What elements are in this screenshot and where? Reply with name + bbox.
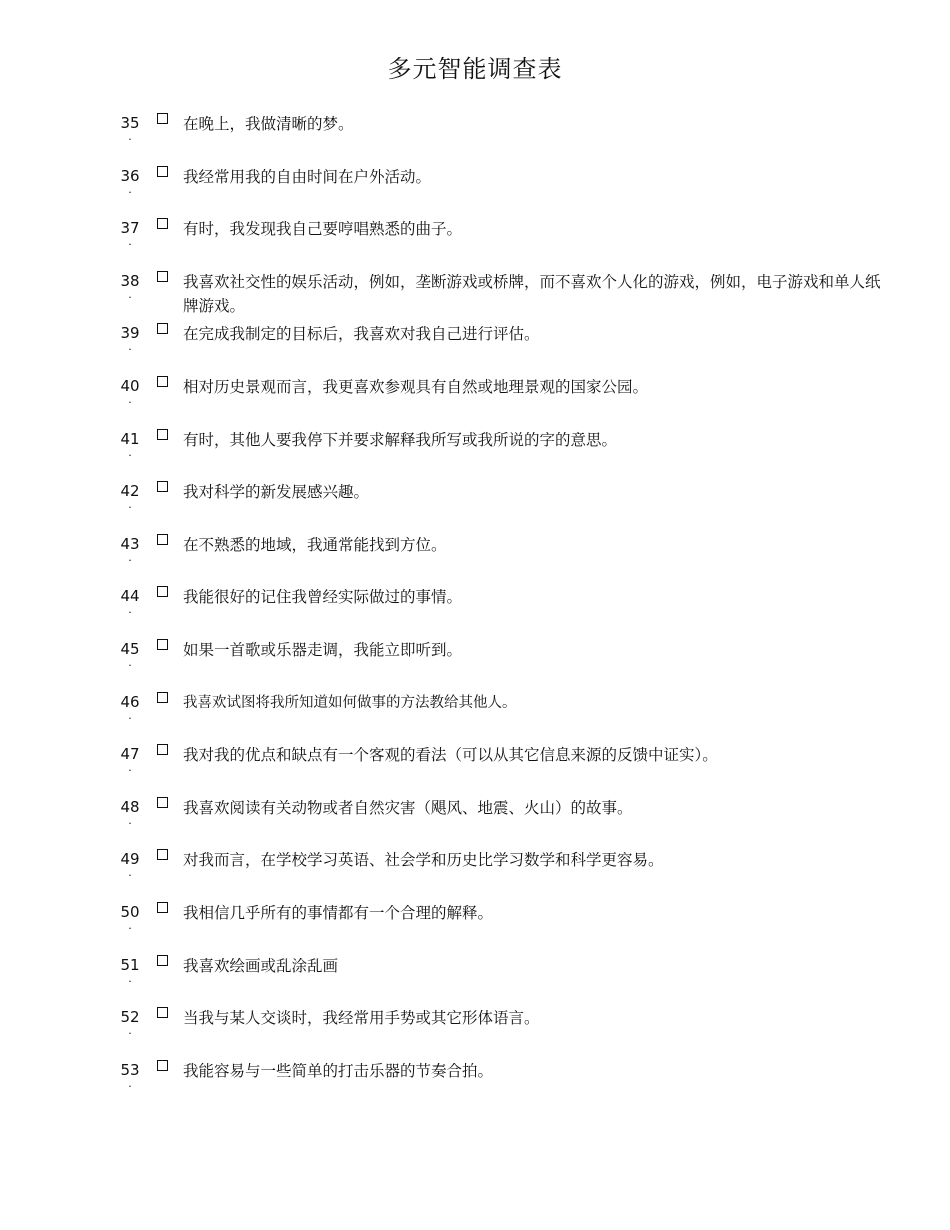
checkbox[interactable] [157, 271, 168, 282]
item-number-dot: . [128, 813, 132, 827]
checkbox[interactable] [157, 1007, 168, 1018]
item-number-dot: . [128, 761, 132, 775]
questionnaire-list [0, 110, 950, 1109]
list-item [0, 636, 950, 689]
list-item [0, 846, 950, 899]
item-text: 如果一首歌或乐器走调，我能立即听到。 [183, 640, 463, 659]
page-title: 多元智能调查表 [387, 55, 563, 83]
list-item [0, 268, 950, 321]
item-number-dot: . [128, 445, 132, 459]
checkbox[interactable] [157, 849, 168, 860]
item-number: 40 [120, 376, 140, 395]
list-item [0, 741, 950, 794]
item-number-dot: . [128, 971, 132, 985]
item-text: 在晚上，我做清晰的梦。 [183, 115, 354, 133]
item-text: 我喜欢阅读有关动物或者自然灾害（飓风、地震、火山）的故事。 [183, 798, 633, 817]
item-text: 我对我的优点和缺点有一个客观的看法（可以从其它信息来源的反馈中证实）。 [183, 746, 718, 765]
checkbox[interactable] [157, 1060, 168, 1071]
list-item [0, 163, 950, 216]
item-number: 49 [120, 850, 140, 869]
item-text: 对我而言，在学校学习英语、社会学和历史比学习数学和科学更容易。 [183, 851, 664, 870]
item-text: 有时，其他人要我停下并要求解释我所写或我所说的字的意思。 [183, 430, 618, 449]
checkbox[interactable] [157, 218, 168, 229]
item-number: 44 [120, 587, 140, 606]
checkbox[interactable] [157, 166, 168, 177]
item-number: 37 [120, 219, 140, 238]
list-item [0, 426, 950, 479]
checkbox[interactable] [157, 376, 168, 387]
item-number: 45 [120, 639, 140, 658]
list-item [0, 1057, 950, 1110]
list-item [0, 899, 950, 952]
item-text: 我喜欢绘画或乱涂乱画 [183, 956, 339, 975]
item-number-dot: . [128, 235, 132, 249]
item-number: 51 [120, 955, 140, 974]
item-number: 47 [120, 745, 140, 764]
list-item [0, 110, 950, 163]
checkbox[interactable] [157, 692, 168, 703]
item-number-dot: . [128, 603, 132, 617]
item-number: 43 [120, 534, 140, 553]
item-number-dot: . [128, 182, 132, 196]
item-text: 我对科学的新发展感兴趣。 [183, 483, 370, 502]
checkbox[interactable] [157, 902, 168, 913]
list-item [0, 320, 950, 373]
list-item [0, 215, 950, 268]
list-item [0, 583, 950, 636]
item-number: 48 [120, 797, 140, 816]
item-number-dot: . [128, 866, 132, 880]
list-item [0, 373, 950, 426]
item-number-dot: . [128, 1024, 132, 1038]
checkbox[interactable] [157, 955, 168, 966]
list-item [0, 531, 950, 584]
item-number: 50 [120, 902, 140, 921]
list-item [0, 952, 950, 1005]
item-number-dot: . [128, 918, 132, 932]
item-number: 39 [120, 324, 140, 343]
item-text: 我能很好的记住我曾经实际做过的事情。 [183, 588, 463, 607]
item-number-dot: . [128, 655, 132, 669]
item-number-dot: . [128, 287, 132, 301]
item-number: 52 [120, 1008, 140, 1027]
item-number: 38 [120, 271, 140, 290]
item-text: 当我与某人交谈时，我经常用手势或其它形体语言。 [183, 1009, 540, 1028]
item-text: 在不熟悉的地域，我通常能找到方位。 [183, 535, 447, 554]
list-item [0, 689, 950, 742]
checkbox[interactable] [157, 534, 168, 545]
item-text: 在完成我制定的目标后，我喜欢对我自己进行评估。 [183, 325, 540, 344]
item-number-dot: . [128, 1076, 132, 1090]
item-number: 35 [120, 114, 140, 132]
checkbox[interactable] [157, 323, 168, 334]
item-text: 有时，我发现我自己要哼唱熟悉的曲子。 [183, 220, 463, 239]
item-number: 36 [120, 166, 140, 185]
item-text: 我能容易与一些简单的打击乐器的节奏合拍。 [183, 1061, 494, 1080]
item-number-dot: . [128, 392, 132, 406]
item-text: 我经常用我的自由时间在户外活动。 [183, 167, 432, 186]
item-number: 41 [120, 429, 140, 448]
list-item [0, 794, 950, 847]
item-text: 相对历史景观而言，我更喜欢参观具有自然或地理景观的国家公园。 [183, 377, 649, 396]
checkbox[interactable] [157, 639, 168, 650]
item-text: 我喜欢试图将我所知道如何做事的方法教给其他人。 [183, 694, 517, 711]
list-item [0, 478, 950, 531]
item-number-dot: . [128, 130, 132, 143]
checkbox[interactable] [157, 797, 168, 808]
item-number: 46 [120, 692, 140, 711]
item-number: 42 [120, 482, 140, 501]
item-number: 53 [120, 1060, 140, 1079]
item-number-dot: . [128, 498, 132, 512]
checkbox[interactable] [157, 113, 168, 124]
item-number-dot: . [128, 550, 132, 564]
item-number-dot: . [128, 340, 132, 354]
checkbox[interactable] [157, 429, 168, 440]
list-item [0, 1004, 950, 1057]
checkbox[interactable] [157, 586, 168, 597]
item-number-dot: . [128, 708, 132, 722]
item-text: 我相信几乎所有的事情都有一个合理的解释。 [183, 903, 494, 922]
item-text: 我喜欢社交性的娱乐活动，例如，垄断游戏或桥牌，而不喜欢个人化的游戏，例如，电子游戏和单人纸牌游戏。 [183, 272, 881, 315]
checkbox[interactable] [157, 744, 168, 755]
checkbox[interactable] [157, 481, 168, 492]
